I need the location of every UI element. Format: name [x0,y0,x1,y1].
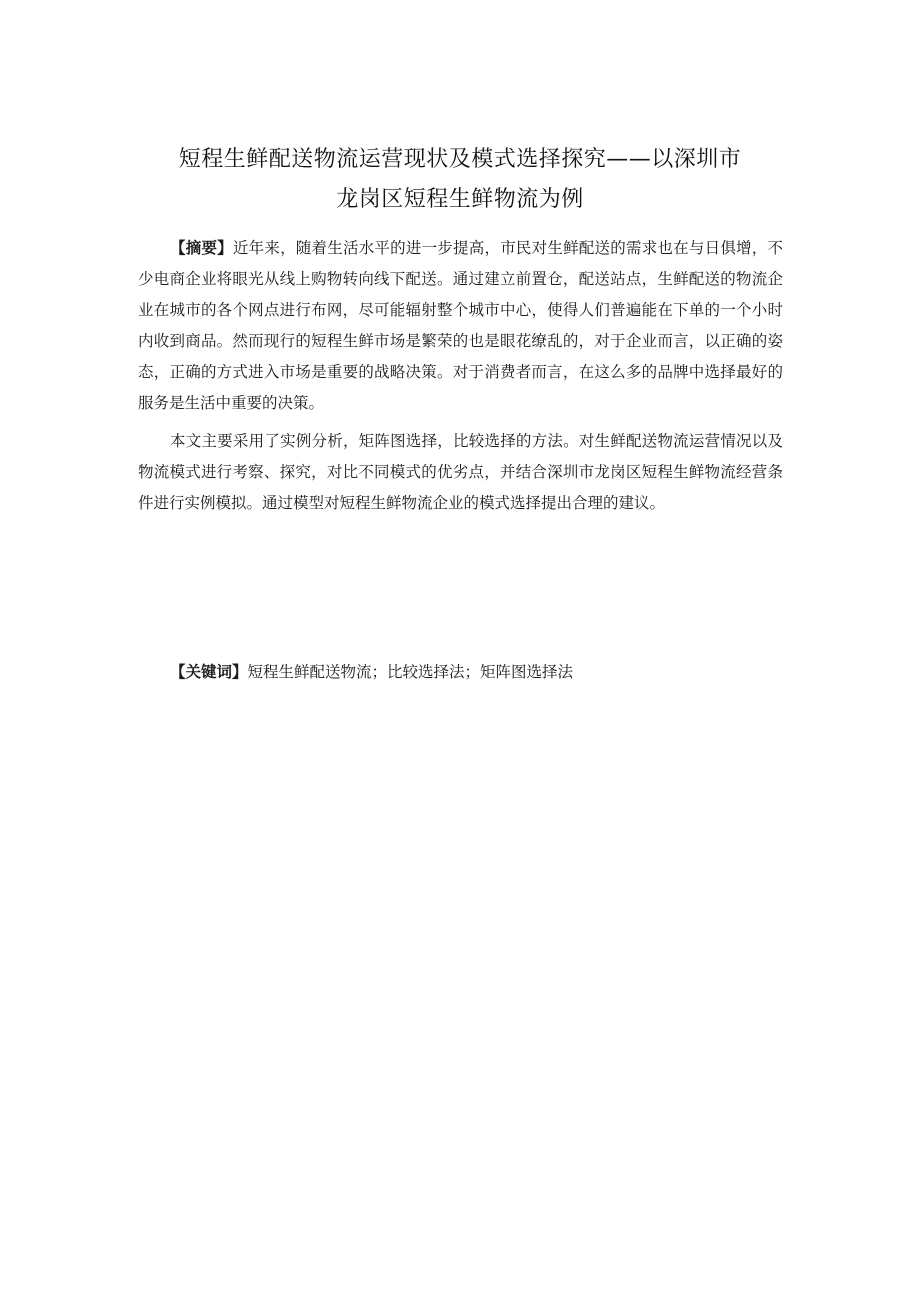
abstract-text: 近年来，随着生活水平的进一步提高，市民对生鲜配送的需求也在与日俱增，不少电商企业将眼光从线上购物转向线下配送。通过建立前置仓，配送站点，生鲜配送的物流企业在城市的各个网点进行布网，尽可能辐射整个城市中心，使得人们普遍能在下单的一个小时内收到商品。然而现行的短程生鲜市场是繁荣的也是眼花缭乱的，对于企业而言，以正确的姿态，正确的方式进入市场是重要的战略决策。对于消费者而言，在这么多的品牌中选择最好的服务是生活中重要的决策。 [138,239,783,412]
title-line-1: 短程生鲜配送物流运营现状及模式选择探究——以深圳市 [178,147,742,172]
document-title [135,140,785,220]
keywords-label: 【关键词】 [170,663,248,681]
abstract-section [138,233,783,526]
method-paragraph: 本文主要采用了实例分析，矩阵图选择，比较选择的方法。对生鲜配送物流运营情况以及物流模式进行考察、探究，对比不同模式的优劣点，并结合深圳市龙岗区短程生鲜物流经营条件进行实例模拟。通过模型对短程生鲜物流企业的模式选择提出合理的建议。 [138,432,783,512]
keywords-line [138,657,783,688]
abstract-paragraph [138,233,783,419]
abstract-label: 【摘要】 [170,239,233,257]
title-line-2: 龙岗区短程生鲜物流为例 [336,187,584,212]
keywords-text: 短程生鲜配送物流；比较选择法；矩阵图选择法 [247,663,574,681]
